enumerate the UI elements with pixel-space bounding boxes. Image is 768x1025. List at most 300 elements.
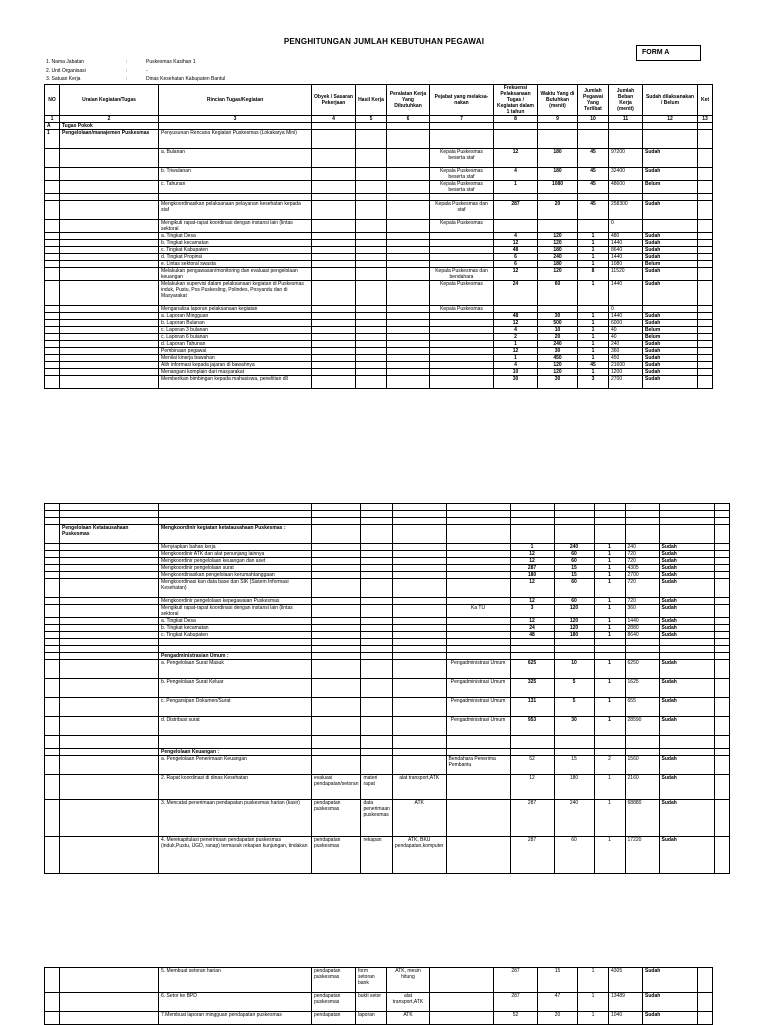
row-status: Sudah xyxy=(643,281,698,306)
row-hasil: rekapan xyxy=(361,837,392,874)
row-frekuensi: 48 xyxy=(494,247,538,254)
row-waktu: 60 xyxy=(554,558,594,565)
empty-cell xyxy=(361,698,392,717)
row-rincian: a. Laporan Mingguan xyxy=(159,313,312,320)
row-jumlah: 1 xyxy=(594,775,625,800)
row-uraian xyxy=(60,579,159,598)
row-status: Belum xyxy=(643,334,698,341)
empty-cell xyxy=(312,679,361,698)
row-beban: 1625 xyxy=(625,679,659,698)
row-pejabat xyxy=(430,376,494,389)
empty-cell xyxy=(446,504,510,511)
row-status: Sudah xyxy=(659,605,714,618)
row-waktu: 120 xyxy=(554,625,594,632)
empty-cell xyxy=(392,511,446,518)
row-status: Sudah xyxy=(659,800,714,837)
empty-cell xyxy=(554,653,594,660)
row-ket xyxy=(698,348,713,355)
row-no xyxy=(45,800,60,837)
row-uraian xyxy=(60,233,159,240)
row-ket xyxy=(698,1012,713,1025)
row-status: Sudah xyxy=(659,775,714,800)
row-waktu: 15 xyxy=(554,572,594,579)
empty-cell xyxy=(714,525,729,544)
row-status: Sudah xyxy=(659,551,714,558)
empty-cell xyxy=(554,511,594,518)
row-status xyxy=(643,194,698,201)
empty-cell xyxy=(392,579,446,598)
row-jumlah: 1 xyxy=(578,369,609,376)
row-jumlah: 1 xyxy=(594,558,625,565)
row-no xyxy=(45,565,60,572)
empty-cell xyxy=(312,511,361,518)
row-uraian xyxy=(60,268,159,281)
row-waktu: 120 xyxy=(538,268,578,281)
table-row xyxy=(45,247,713,254)
row-rincian: Menilai kinerja bawahan xyxy=(159,355,312,362)
row-rincian: Alih informasi kepada jajaran di bawahnya xyxy=(159,362,312,369)
row-beban: 2700 xyxy=(625,572,659,579)
table-row xyxy=(45,233,713,240)
empty-cell xyxy=(361,551,392,558)
table-row xyxy=(45,598,730,605)
empty-cell xyxy=(312,261,356,268)
row-status: Sudah xyxy=(643,313,698,320)
empty-cell xyxy=(361,605,392,618)
row-beban: 11520 xyxy=(609,268,643,281)
row-status: Sudah xyxy=(659,632,714,639)
row-pejabat xyxy=(430,334,494,341)
row-status: Sudah xyxy=(643,376,698,389)
table-row xyxy=(45,653,730,660)
row-status: Sudah xyxy=(659,544,714,551)
row-frekuensi: 12 xyxy=(510,775,554,800)
table-row xyxy=(45,558,730,565)
row-frekuensi: 1 xyxy=(494,341,538,348)
col-peralatan: Peralatan Kerja Yang Dibutuhkan xyxy=(387,85,430,116)
row-beban: 0 xyxy=(609,306,643,313)
row-frekuensi: 325 xyxy=(510,679,554,698)
row-beban: 480 xyxy=(609,233,643,240)
empty-cell xyxy=(45,504,60,511)
empty-cell xyxy=(387,181,430,194)
empty-cell xyxy=(312,327,356,334)
row-uraian xyxy=(60,717,159,736)
row-beban: 360 xyxy=(609,348,643,355)
row-uraian xyxy=(60,775,159,800)
section-label: A xyxy=(45,123,60,130)
row-frekuensi: 287 xyxy=(494,993,538,1012)
row-jumlah: 1 xyxy=(578,313,609,320)
row-status: Sudah xyxy=(659,565,714,572)
row-frekuensi: 12 xyxy=(510,551,554,558)
row-jumlah: 1 xyxy=(594,632,625,639)
row-uraian xyxy=(60,194,159,201)
row-uraian: Pengelolaan/manajemen Puskesmas xyxy=(60,130,159,149)
header-row xyxy=(45,85,713,116)
row-jumlah: 1 xyxy=(594,717,625,736)
empty-cell xyxy=(312,504,361,511)
row-uraian xyxy=(60,181,159,194)
empty-cell xyxy=(356,327,387,334)
row-waktu: 120 xyxy=(554,605,594,618)
row-beban xyxy=(609,194,643,201)
table-row xyxy=(45,1012,713,1025)
row-ket xyxy=(698,993,713,1012)
row-uraian xyxy=(60,679,159,698)
row-waktu: 120 xyxy=(538,240,578,247)
empty-cell xyxy=(387,306,430,313)
row-ket xyxy=(714,632,729,639)
meta-colon: : xyxy=(126,76,128,82)
table-row xyxy=(45,646,730,653)
empty-cell xyxy=(356,362,387,369)
meta-value: Dinas Kesehatan Kabupaten Bantul xyxy=(146,76,226,82)
row-peralatan: ATK xyxy=(392,800,446,837)
row-frekuensi: 12 xyxy=(494,348,538,355)
empty-cell xyxy=(312,247,356,254)
row-waktu: 120 xyxy=(538,369,578,376)
row-frekuensi: 12 xyxy=(494,320,538,327)
col-jumlah: Jumlah Pegawai Yang Terlibat xyxy=(578,85,609,116)
row-ket xyxy=(698,201,713,220)
empty-cell xyxy=(659,749,714,756)
row-frekuensi xyxy=(494,194,538,201)
row-pejabat xyxy=(430,362,494,369)
row-frekuensi: 30 xyxy=(494,376,538,389)
col-number: 1 xyxy=(45,116,60,123)
row-uraian xyxy=(60,605,159,618)
row-jumlah: 1 xyxy=(578,254,609,261)
row-beban: 4305 xyxy=(609,968,643,993)
empty-cell xyxy=(659,504,714,511)
row-frekuensi: 12 xyxy=(510,579,554,598)
row-uraian xyxy=(60,993,159,1012)
row-uraian xyxy=(60,327,159,334)
row-frekuensi: 180 xyxy=(510,572,554,579)
col-number: 6 xyxy=(387,116,430,123)
row-obyek: pendapatan xyxy=(312,1012,356,1025)
subsection-title: Pengadministrasian Umum : xyxy=(159,653,312,660)
empty-cell xyxy=(356,369,387,376)
row-status: Sudah xyxy=(643,201,698,220)
row-waktu: 47 xyxy=(538,993,578,1012)
table-row xyxy=(45,749,730,756)
empty-cell xyxy=(45,518,60,525)
empty-cell xyxy=(356,247,387,254)
row-beban: 2700 xyxy=(609,376,643,389)
row-status: Sudah xyxy=(659,579,714,598)
row-beban: 8640 xyxy=(609,247,643,254)
row-beban: 13489 xyxy=(609,993,643,1012)
empty-cell xyxy=(446,639,510,646)
row-no xyxy=(45,558,60,565)
row-frekuensi: 4 xyxy=(494,362,538,369)
row-frekuensi: 4 xyxy=(494,233,538,240)
row-status: Sudah xyxy=(643,233,698,240)
col-number: 13 xyxy=(698,116,713,123)
row-ket xyxy=(714,544,729,551)
row-rincian xyxy=(159,194,312,201)
empty-cell xyxy=(387,320,430,327)
row-uraian xyxy=(60,355,159,362)
empty-cell xyxy=(659,653,714,660)
empty-cell xyxy=(430,130,494,149)
row-uraian xyxy=(60,565,159,572)
row-status: Sudah xyxy=(643,268,698,281)
row-rincian: Mengkoordinasikan pengelolaan kerumahtanggaan xyxy=(159,572,312,579)
col-number: 8 xyxy=(494,116,538,123)
empty-cell xyxy=(312,653,361,660)
row-rincian: Memberikan bimbingan kepada mahasiswa, penelitian dll xyxy=(159,376,312,389)
workload-table-1 xyxy=(44,84,713,389)
empty-cell xyxy=(361,632,392,639)
row-ket xyxy=(698,233,713,240)
empty-cell xyxy=(392,736,446,749)
empty-cell xyxy=(594,504,625,511)
row-beban: 17220 xyxy=(625,837,659,874)
row-status: Sudah xyxy=(659,698,714,717)
table-row xyxy=(45,149,713,168)
row-status: Sudah xyxy=(643,348,698,355)
empty-cell xyxy=(446,653,510,660)
table-row xyxy=(45,254,713,261)
row-pejabat xyxy=(446,558,510,565)
empty-cell xyxy=(361,579,392,598)
table-row xyxy=(45,993,713,1012)
empty-cell xyxy=(625,504,659,511)
row-waktu: 180 xyxy=(554,775,594,800)
empty-cell xyxy=(312,334,356,341)
row-uraian xyxy=(60,247,159,254)
empty-cell xyxy=(356,261,387,268)
col-number: 12 xyxy=(643,116,698,123)
row-pejabat xyxy=(430,369,494,376)
empty-cell xyxy=(60,646,159,653)
row-no xyxy=(45,717,60,736)
empty-cell xyxy=(392,598,446,605)
col-waktu: Waktu Yang di Butuhkan (menit) xyxy=(538,85,578,116)
row-uraian xyxy=(60,800,159,837)
row-pejabat xyxy=(430,240,494,247)
row-beban: 240 xyxy=(625,544,659,551)
row-hasil: laporan xyxy=(356,1012,387,1025)
table-row xyxy=(45,281,713,306)
row-uraian xyxy=(60,968,159,993)
row-waktu: 60 xyxy=(554,551,594,558)
empty-cell xyxy=(387,194,430,201)
row-ket xyxy=(714,625,729,632)
row-pejabat xyxy=(430,254,494,261)
empty-cell xyxy=(594,639,625,646)
row-pejabat xyxy=(446,572,510,579)
empty-cell xyxy=(594,646,625,653)
row-rincian: Mengkoordinasi kan data base dan SIK (Sistem Informasi Kesehatan) xyxy=(159,579,312,598)
row-no xyxy=(45,247,60,254)
row-beban: 21600 xyxy=(609,362,643,369)
row-ket xyxy=(714,565,729,572)
empty-cell xyxy=(361,736,392,749)
row-waktu: 15 xyxy=(538,968,578,993)
table-row xyxy=(45,625,730,632)
row-no xyxy=(45,240,60,247)
empty-cell xyxy=(392,518,446,525)
row-waktu: 30 xyxy=(538,376,578,389)
row-rincian: d. Tingkat Propinsi xyxy=(159,254,312,261)
row-pejabat xyxy=(446,565,510,572)
row-ket xyxy=(698,369,713,376)
row-beban: 720 xyxy=(625,579,659,598)
empty-cell xyxy=(387,254,430,261)
row-rincian: b. Tingkat kecamatan xyxy=(159,240,312,247)
empty-cell xyxy=(387,220,430,233)
row-frekuensi: 52 xyxy=(510,756,554,775)
table-row xyxy=(45,698,730,717)
table-row xyxy=(45,639,730,646)
empty-cell xyxy=(312,306,356,313)
row-jumlah: 1 xyxy=(594,679,625,698)
row-waktu: 240 xyxy=(554,800,594,837)
row-status: Sudah xyxy=(659,837,714,874)
row-pejabat xyxy=(446,579,510,598)
row-pejabat xyxy=(430,261,494,268)
empty-cell xyxy=(387,130,430,149)
empty-cell xyxy=(361,625,392,632)
row-frekuensi: 287 xyxy=(494,968,538,993)
row-jumlah: 1 xyxy=(594,565,625,572)
row-jumlah: 1 xyxy=(594,598,625,605)
col-number: 9 xyxy=(538,116,578,123)
row-no xyxy=(45,625,60,632)
row-rincian: e. Lintas sektoral swasta xyxy=(159,261,312,268)
empty-cell xyxy=(594,511,625,518)
row-beban: 28590 xyxy=(625,717,659,736)
row-uraian xyxy=(60,618,159,625)
empty-cell xyxy=(356,376,387,389)
row-uraian xyxy=(60,201,159,220)
empty-cell xyxy=(594,525,625,544)
row-no xyxy=(45,605,60,618)
row-jumlah: 1 xyxy=(578,261,609,268)
row-ket xyxy=(714,717,729,736)
row-rincian: Mengkoordinir pengelolaan surat xyxy=(159,565,312,572)
row-pejabat: Kepala Puskesmas dan bendahara xyxy=(430,268,494,281)
row-rincian: b. Laporan Bulanan xyxy=(159,320,312,327)
row-beban: 1200 xyxy=(609,369,643,376)
row-rincian: Melakukan supervisi dalam pelaksanaan kegiatan di Puskesmas induk, Pustu, Pos Puskesling, Polindes, Posyandu dan di Masyarakat xyxy=(159,281,312,306)
empty-cell xyxy=(45,653,60,660)
row-uraian xyxy=(60,281,159,306)
empty-cell xyxy=(446,749,510,756)
empty-cell xyxy=(387,334,430,341)
empty-cell xyxy=(510,518,554,525)
row-beban: 40 xyxy=(609,327,643,334)
row-frekuensi: 1 xyxy=(494,181,538,194)
col-pejabat: Pejabat yang melaksa-nakan xyxy=(430,85,494,116)
table-row xyxy=(45,334,713,341)
empty-cell xyxy=(594,518,625,525)
row-peralatan: alat transport,ATK xyxy=(392,775,446,800)
row-status: Sudah xyxy=(643,369,698,376)
empty-cell xyxy=(60,653,159,660)
row-jumlah: 1 xyxy=(594,551,625,558)
col-number: 2 xyxy=(60,116,159,123)
row-frekuensi xyxy=(494,220,538,233)
empty-cell xyxy=(625,511,659,518)
row-pejabat: Kepala Puskesmas xyxy=(430,220,494,233)
empty-cell xyxy=(387,261,430,268)
row-no xyxy=(45,194,60,201)
empty-cell xyxy=(312,551,361,558)
row-waktu: 240 xyxy=(538,254,578,261)
row-jumlah: 1 xyxy=(594,660,625,679)
row-beban: 258300 xyxy=(609,201,643,220)
empty-cell xyxy=(361,679,392,698)
empty-cell xyxy=(312,240,356,247)
row-pejabat: Bendahara Penerima Pembantu xyxy=(446,756,510,775)
row-waktu: 1080 xyxy=(538,181,578,194)
row-rincian: c. Pengarsipan Dokumen/Surat xyxy=(159,698,312,717)
row-rincian: a. Bulanan xyxy=(159,149,312,168)
row-no xyxy=(45,376,60,389)
row-jumlah xyxy=(578,220,609,233)
row-frekuensi: 12 xyxy=(494,149,538,168)
row-status: Sudah xyxy=(659,756,714,775)
row-ket xyxy=(714,605,729,618)
row-pejabat: Kepala Puskesmas beserta staf xyxy=(430,181,494,194)
row-beban: 720 xyxy=(625,551,659,558)
row-uraian xyxy=(60,660,159,679)
row-ket xyxy=(698,181,713,194)
row-frekuensi: 625 xyxy=(510,660,554,679)
empty-cell xyxy=(312,220,356,233)
empty-cell xyxy=(594,653,625,660)
empty-cell xyxy=(446,736,510,749)
meta-colon: : xyxy=(126,59,128,65)
col-rincian: Rincian Tugas/Kegiatan xyxy=(159,85,312,116)
row-pejabat: Kepala Puskesmas beserta staf xyxy=(430,149,494,168)
col-number: 7 xyxy=(430,116,494,123)
empty-cell xyxy=(45,736,60,749)
empty-cell xyxy=(60,639,159,646)
row-waktu: 120 xyxy=(538,233,578,240)
empty-cell xyxy=(510,511,554,518)
row-ket xyxy=(698,320,713,327)
row-frekuensi: 10 xyxy=(494,369,538,376)
empty-cell xyxy=(594,736,625,749)
empty-cell xyxy=(45,525,60,544)
row-pejabat xyxy=(430,348,494,355)
row-status: Sudah xyxy=(643,993,698,1012)
row-ket xyxy=(714,598,729,605)
row-rincian: 7.Membuat laporan mingguan pendapatan puskesmas xyxy=(159,1012,312,1025)
row-frekuensi: 287 xyxy=(510,800,554,837)
row-status: Sudah xyxy=(643,968,698,993)
empty-cell xyxy=(356,240,387,247)
row-pejabat xyxy=(446,775,510,800)
empty-cell xyxy=(387,281,430,306)
row-rincian: c. Laporan 3 bulanan xyxy=(159,327,312,334)
empty-cell xyxy=(387,327,430,334)
row-uraian xyxy=(60,320,159,327)
row-rincian: a. Tingkat Desa xyxy=(159,233,312,240)
row-no xyxy=(45,334,60,341)
row-ket xyxy=(714,572,729,579)
row-no xyxy=(45,618,60,625)
empty-cell xyxy=(361,639,392,646)
row-jumlah: 2 xyxy=(594,756,625,775)
empty-cell xyxy=(356,220,387,233)
